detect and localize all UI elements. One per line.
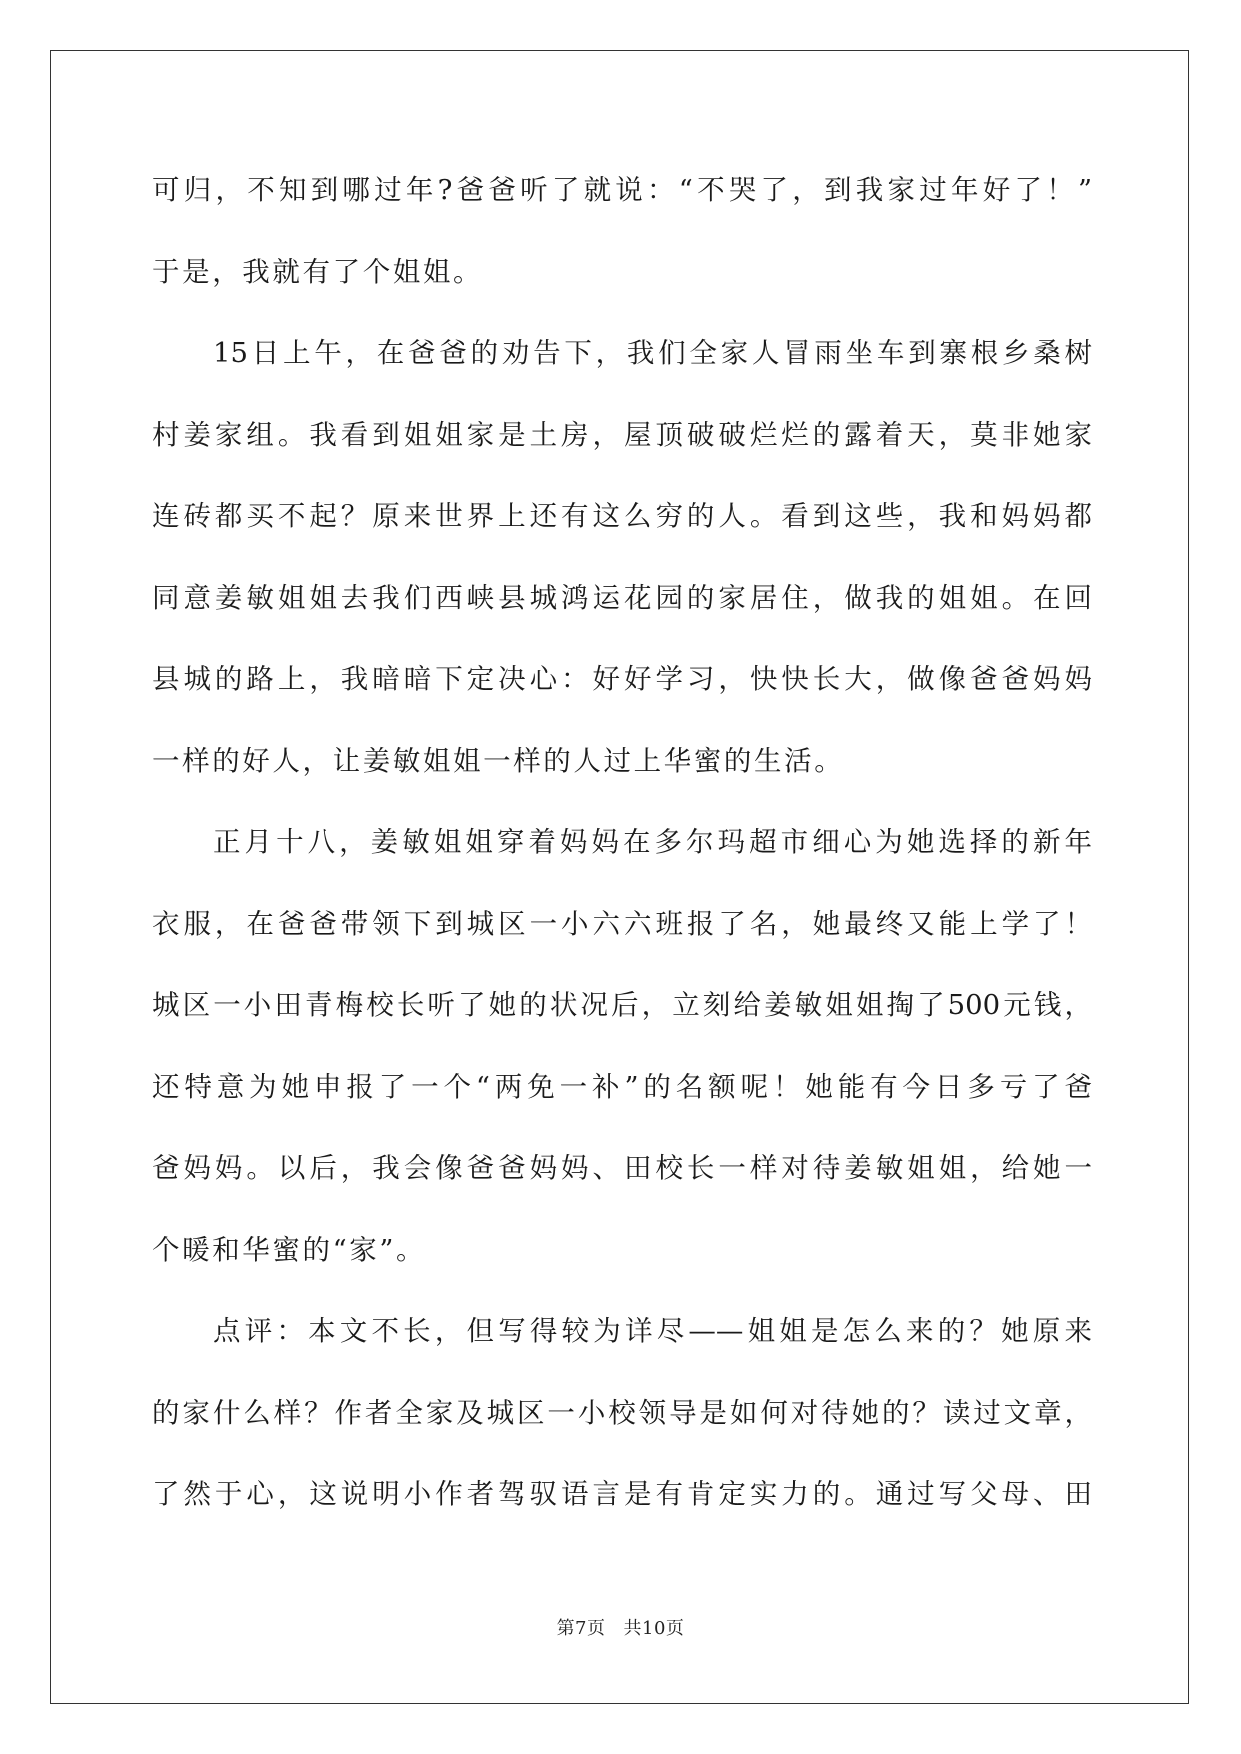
page-total: 共10页: [623, 1618, 685, 1639]
text-line: 县城的路上，我暗暗下定决心：好好学习，快快长大，做像爸爸妈妈: [152, 663, 1092, 695]
text-line: 的家什么样？作者全家及城区一小校领导是如何对待她的？读过文章，: [152, 1396, 1092, 1429]
text-line: 了然于心，这说明小作者驾驭语言是有肯定实力的。通过写父母、田: [152, 1478, 1092, 1510]
text-line: 城区一小田青梅校长听了她的状况后，立刻给姜敏姐姐掏了500元钱，: [152, 989, 1092, 1021]
text-line: 个暖和华蜜的“家”。: [152, 1233, 427, 1266]
text-line: 村姜家组。我看到姐姐家是土房，屋顶破破烂烂的露着天，莫非她家: [152, 418, 1092, 451]
document-body: [152, 150, 1092, 1536]
page-footer: [0, 1614, 1241, 1640]
text-line: 衣服，在爸爸带领下到城区一小六六班报了名，她最终又能上学了！: [152, 907, 1092, 940]
page-number: 第7页: [556, 1618, 606, 1639]
text-line: 连砖都买不起？原来世界上还有这么穷的人。看到这些，我和妈妈都: [152, 500, 1092, 532]
text-line: 一样的好人，让姜敏姐姐一样的人过上华蜜的生活。: [152, 744, 845, 777]
text-line: 同意姜敏姐姐去我们西峡县城鸿运花园的家居住，做我的姐姐。在回: [152, 581, 1092, 614]
text-line: 正月十八，姜敏姐姐穿着妈妈在多尔玛超市细心为她选择的新年: [213, 826, 1092, 858]
text-line: 爸妈妈。以后，我会像爸爸妈妈、田校长一样对待姜敏姐姐，给她一: [152, 1152, 1092, 1184]
text-line: 15日上午，在爸爸的劝告下，我们全家人冒雨坐车到寨根乡桑树: [213, 337, 1092, 369]
text-line: 可归，不知到哪过年?爸爸听了就说：“不哭了，到我家过年好了！”: [152, 174, 1092, 206]
text-line: 还特意为她申报了一个“两免一补”的名额呢！她能有今日多亏了爸: [152, 1070, 1092, 1103]
text-line: 于是，我就有了个姐姐。: [152, 255, 484, 288]
text-line: 点评：本文不长，但写得较为详尽——姐姐是怎么来的？她原来: [213, 1315, 1092, 1347]
